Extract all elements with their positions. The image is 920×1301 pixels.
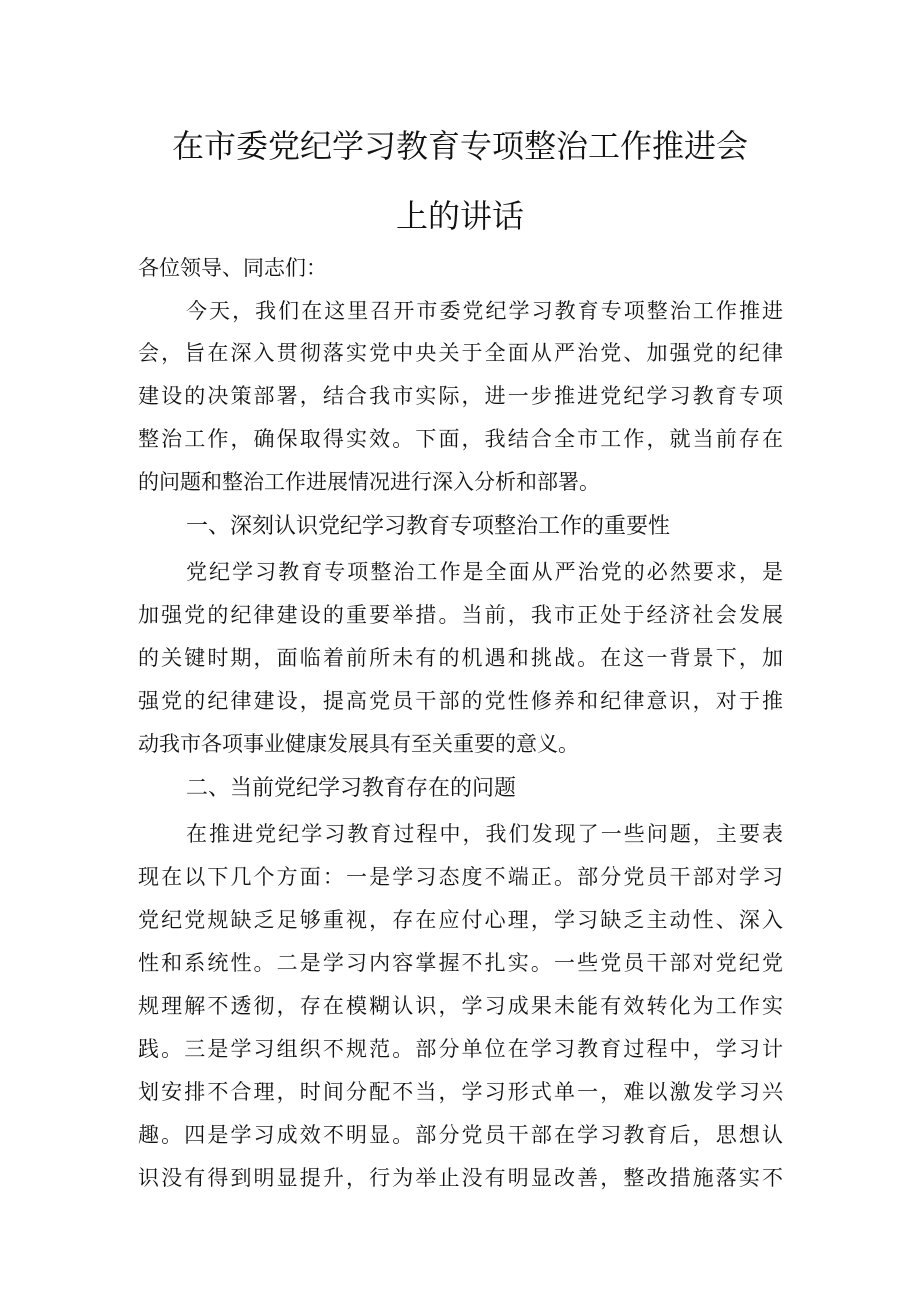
section-heading-1: 一、深刻认识党纪学习教育专项整治工作的重要性 bbox=[186, 514, 671, 539]
paragraph-line: 划安排不合理，时间分配不当，学习形式单一，难以激发学习兴 bbox=[138, 1080, 783, 1104]
paragraph-line: 在推进党纪学习教育过程中，我们发现了一些问题，主要表 bbox=[186, 822, 783, 846]
document-title-line-1: 在市委党纪学习教育专项整治工作推进会 bbox=[171, 127, 748, 165]
paragraph-line: 性和系统性。二是学习内容掌握不扎实。一些党员干部对党纪党 bbox=[138, 951, 783, 975]
paragraph-line: 现在以下几个方面：一是学习态度不端正。部分党员干部对学习 bbox=[138, 865, 783, 889]
paragraph-line: 动我市各项事业健康发展具有至关重要的意义。 bbox=[138, 732, 579, 756]
paragraph-line: 趣。四是学习成效不明显。部分党员干部在学习教育后，思想认 bbox=[138, 1123, 783, 1147]
paragraph-line: 党纪党规缺乏足够重视，存在应付心理，学习缺乏主动性、深入 bbox=[138, 908, 783, 932]
document-title-line-2: 上的讲话 bbox=[395, 197, 524, 235]
paragraph-line: 建设的决策部署，结合我市实际，进一步推进党纪学习教育专项 bbox=[138, 384, 783, 408]
section-heading-2: 二、当前党纪学习教育存在的问题 bbox=[186, 776, 517, 801]
paragraph-line: 识没有得到明显提升，行为举止没有明显改善，整改措施落实不 bbox=[138, 1166, 783, 1190]
paragraph-line: 的关键时期，面临着前所未有的机遇和挑战。在这一背景下，加 bbox=[138, 646, 783, 670]
paragraph-line: 的问题和整治工作进展情况进行深入分析和部署。 bbox=[138, 470, 600, 494]
paragraph-line: 会，旨在深入贯彻落实党中央关于全面从严治党、加强党的纪律 bbox=[138, 341, 783, 365]
paragraph-line: 践。三是学习组织不规范。部分单位在学习教育过程中，学习计 bbox=[138, 1037, 783, 1061]
paragraph-line: 加强党的纪律建设的重要举措。当前，我市正处于经济社会发展 bbox=[138, 603, 783, 627]
paragraph-line: 整治工作，确保取得实效。下面，我结合全市工作，就当前存在 bbox=[138, 427, 783, 451]
paragraph-line: 规理解不透彻，存在模糊认识，学习成果未能有效转化为工作实 bbox=[138, 994, 783, 1018]
salutation: 各位领导、同志们： bbox=[138, 256, 327, 280]
paragraph-line: 强党的纪律建设，提高党员干部的党性修养和纪律意识，对于推 bbox=[138, 689, 783, 713]
paragraph-line: 党纪学习教育专项整治工作是全面从严治党的必然要求，是 bbox=[186, 560, 783, 584]
paragraph-line: 今天，我们在这里召开市委党纪学习教育专项整治工作推进 bbox=[186, 299, 783, 323]
